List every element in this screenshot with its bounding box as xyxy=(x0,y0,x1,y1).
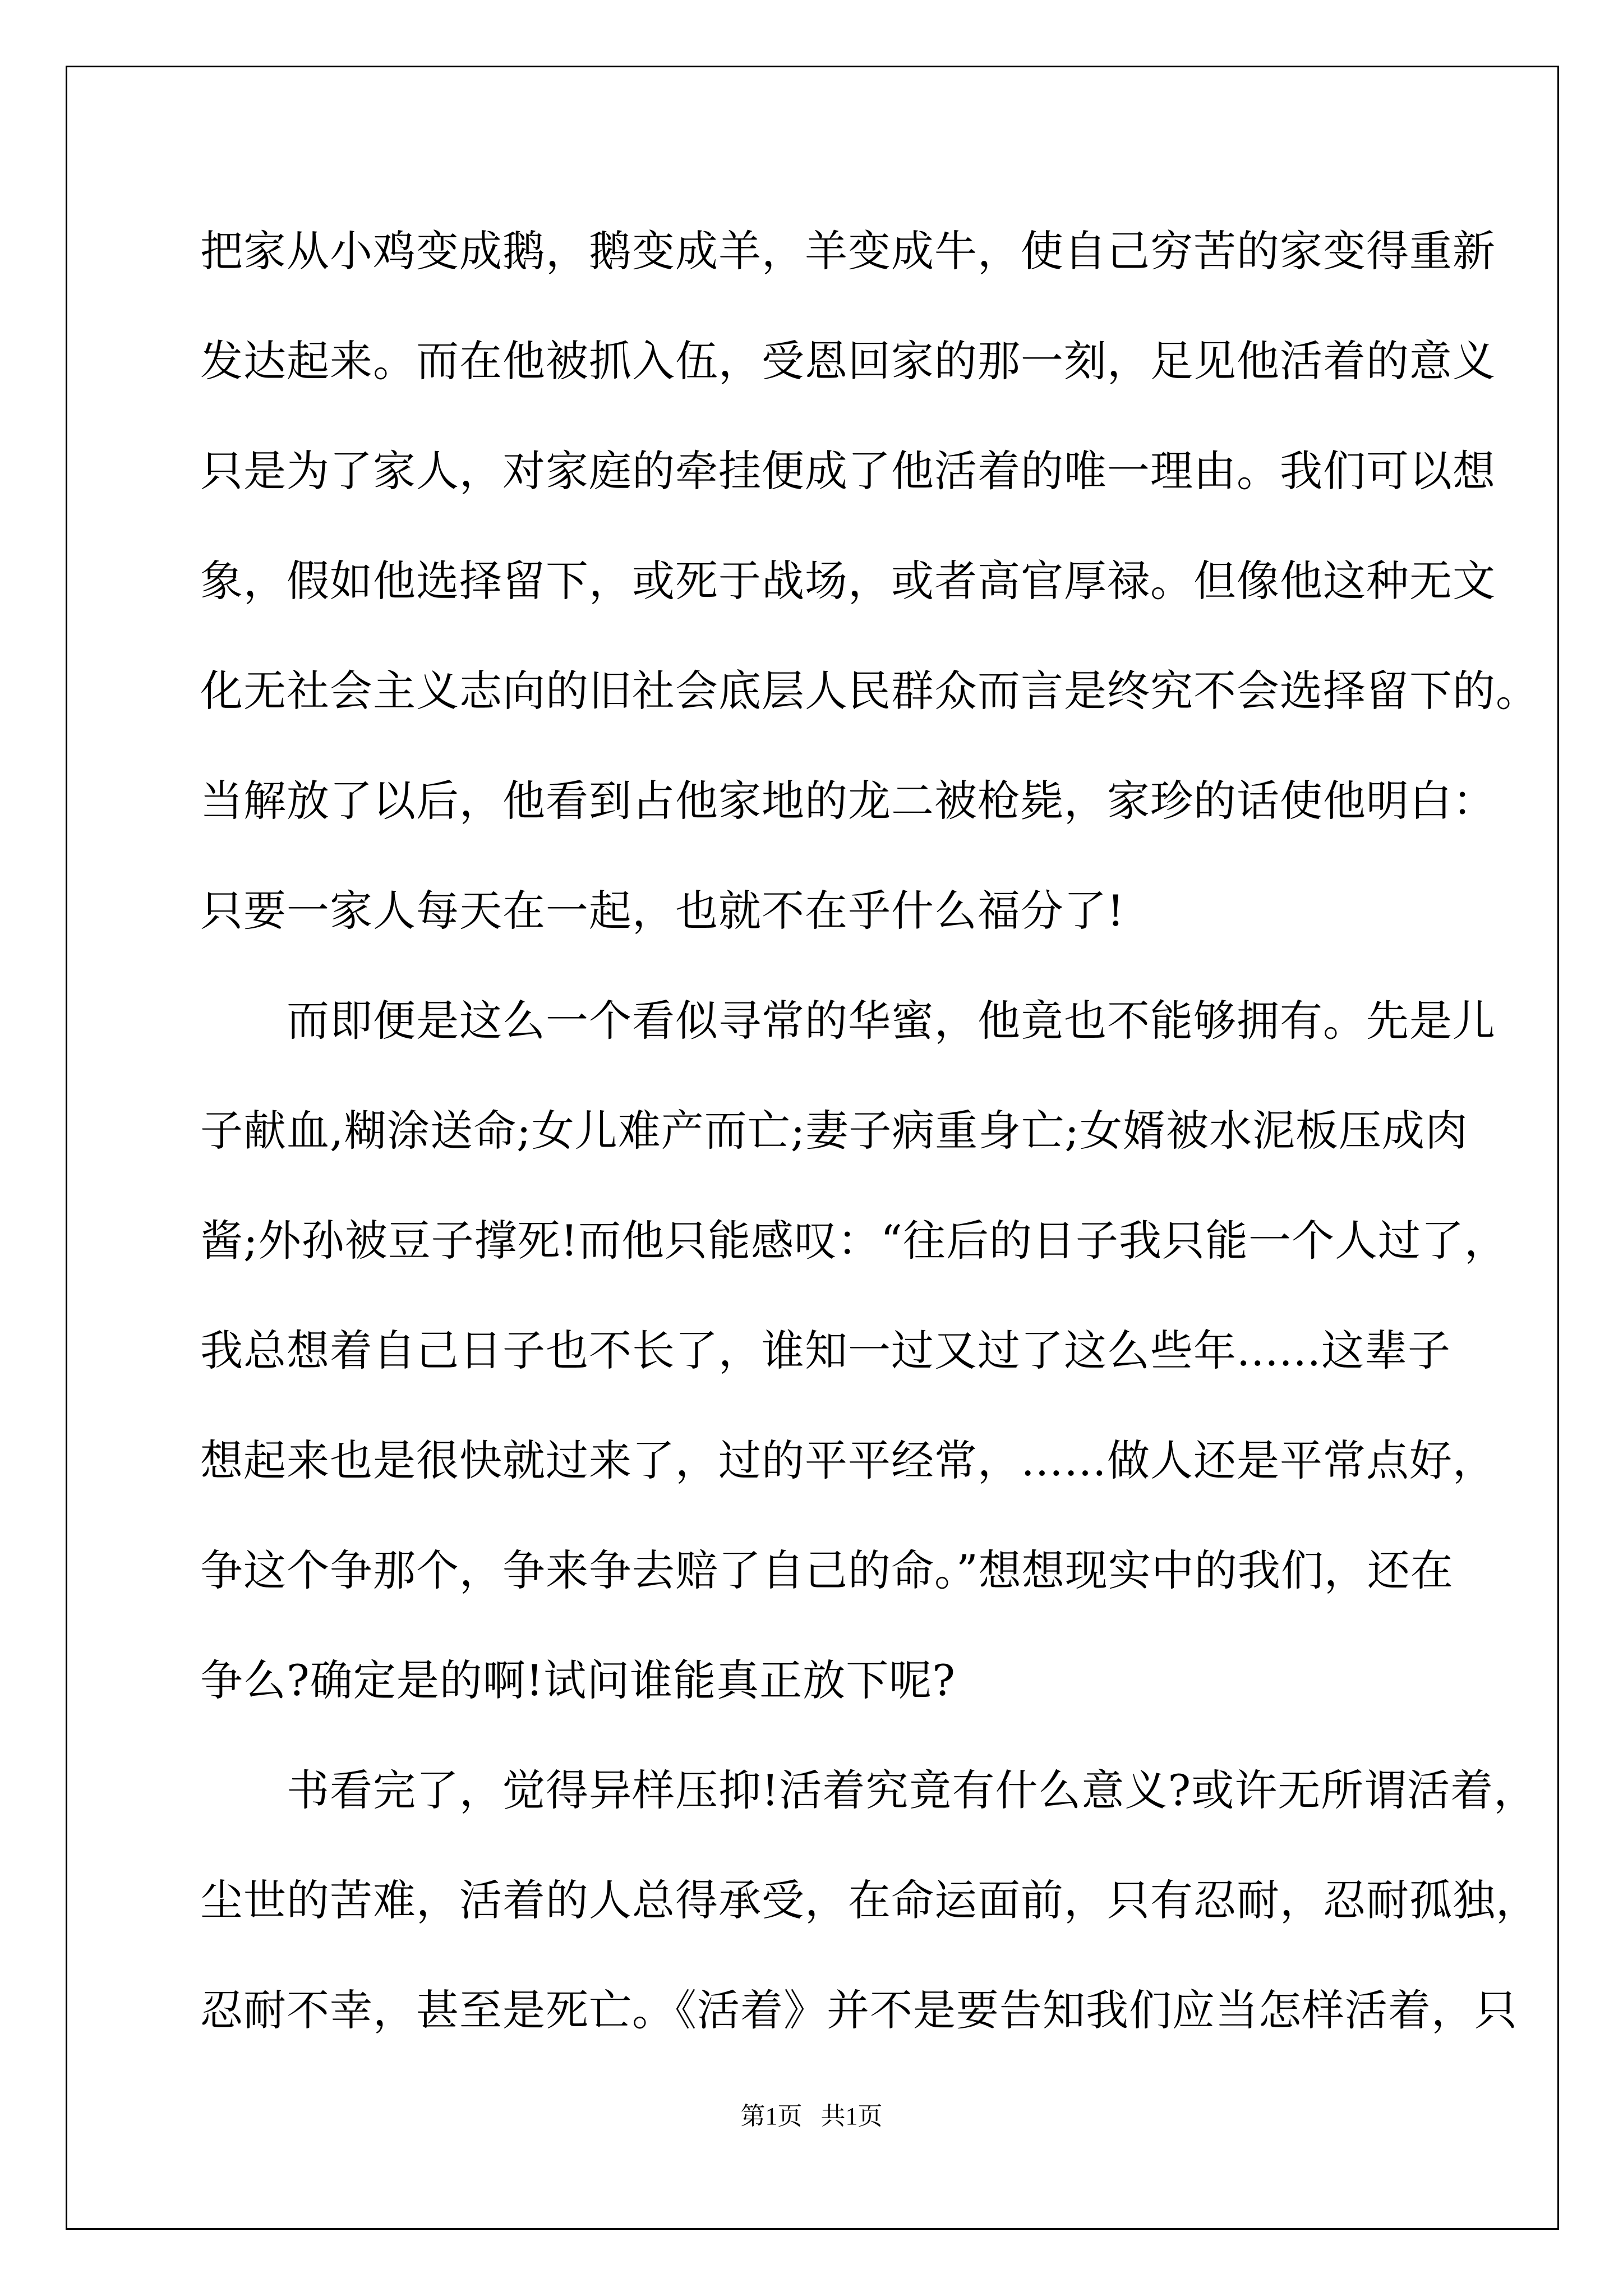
document-body xyxy=(200,220,1539,2090)
text-line: 忍耐不幸，甚至是死亡。《活着》并不是要告知我们应当怎样活着，只 xyxy=(200,1985,1518,2035)
text-line: 化无社会主义志向的旧社会底层人民群众而言是终究不会选择留下的。 xyxy=(200,666,1539,716)
page-number-footer: 第1页 共1页 xyxy=(740,2102,883,2130)
text-line: 只是为了家人，对家庭的牵挂便成了他活着的唯一理由。我们可以想 xyxy=(200,446,1496,496)
text-line: 想起来也是很快就过来了，过的平平经常，……做人还是平常点好， xyxy=(200,1435,1496,1485)
text-line: 争么?确定是的啊!试问谁能真正放下呢? xyxy=(200,1655,956,1705)
text-line: 书看完了，觉得异样压抑!活着究竟有什么意义?或许无所谓活着， xyxy=(200,1765,1537,1815)
text-line: 而即便是这么一个看似寻常的华蜜，他竟也不能够拥有。先是儿 xyxy=(200,996,1496,1046)
text-line: 子献血,糊涂送命;女儿难产而亡;妻子病重身亡;女婿被水泥板压成肉 xyxy=(200,1106,1468,1156)
text-line: 我总想着自己日子也不长了，谁知一过又过了这么些年......这辈子 xyxy=(200,1326,1451,1375)
text-line: 只要一家人每天在一起，也就不在乎什么福分了! xyxy=(200,886,1125,936)
text-line: 发达起来。而在他被抓入伍，受恩回家的那一刻，足见他活着的意义 xyxy=(200,336,1496,386)
text-line: 象，假如他选择留下，或死于战场，或者高官厚禄。但像他这种无文 xyxy=(200,556,1496,606)
text-line: 把家从小鸡变成鹅，鹅变成羊，羊变成牛，使自己穷苦的家变得重新 xyxy=(200,226,1496,276)
text-line: 尘世的苦难，活着的人总得承受，在命运面前，只有忍耐，忍耐孤独， xyxy=(200,1875,1539,1925)
text-line: 争这个争那个，争来争去赔了自己的命。”想想现实中的我们，还在 xyxy=(200,1545,1454,1595)
text-line: 酱;外孙被豆子撑死!而他只能感叹：“往后的日子我只能一个人过了， xyxy=(200,1216,1507,1266)
text-line: 当解放了以后，他看到占他家地的龙二被枪毙，家珍的话使他明白： xyxy=(200,776,1496,826)
